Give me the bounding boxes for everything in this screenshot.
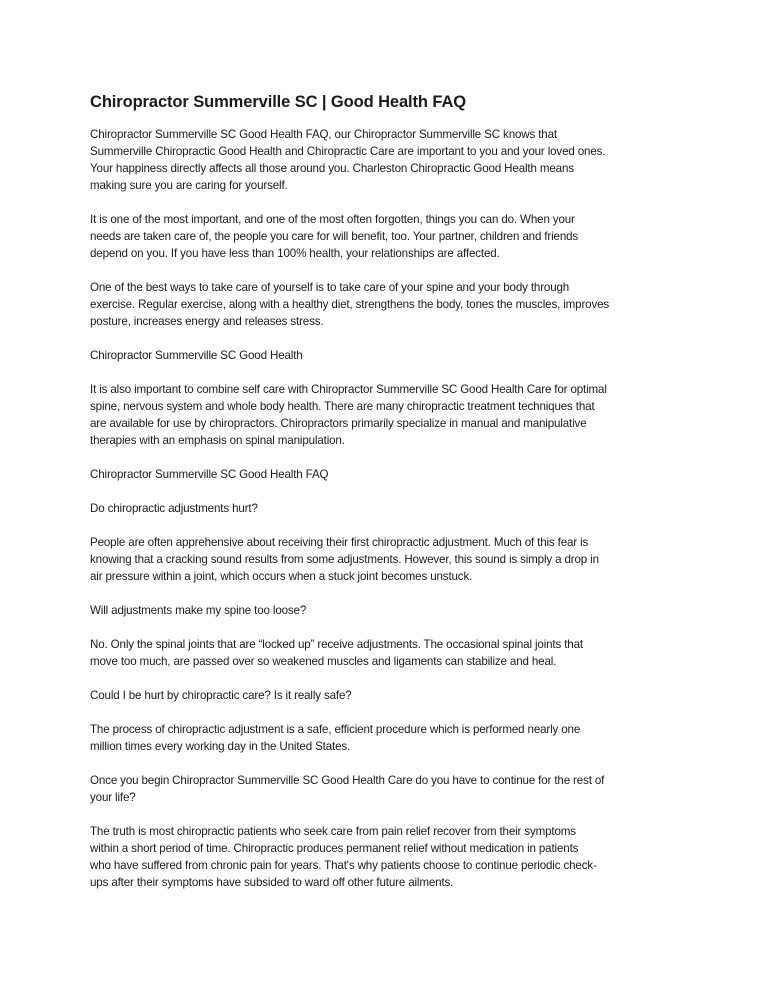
text-line: Your happiness directly affects all those around you. Charleston Chiropractic Good Health means: [90, 162, 574, 175]
text-line: It is one of the most important, and one of the most often forgotten, things you can do. When your: [90, 213, 575, 226]
text-line: People are often apprehensive about receiving their first chiropractic adjustment. Much of this fear is: [90, 536, 589, 549]
text-line: One of the best ways to take care of yourself is to take care of your spine and your body through: [90, 281, 570, 294]
text-line: Summerville Chiropractic Good Health and Chiropractic Care are important to you and your loved ones.: [90, 145, 606, 158]
paragraph: [90, 279, 690, 330]
text-line: therapies with an emphasis on spinal manipulation.: [90, 434, 345, 447]
text-line: The truth is most chiropractic patients who seek care from pain relief recover from their symptoms: [90, 825, 576, 838]
text-line: are available for use by chiropractors. Chiropractors primarily specialize in manual and manipulative: [90, 417, 587, 430]
paragraph: [90, 823, 690, 891]
paragraph: [90, 211, 690, 262]
text-line: Could I be hurt by chiropractic care? Is it really safe?: [90, 689, 352, 702]
text-line: exercise. Regular exercise, along with a healthy diet, strengthens the body, tones the muscles, improves: [90, 298, 610, 311]
text-line: It is also important to combine self care with Chiropractor Summerville SC Good Health Care for optimal: [90, 383, 607, 396]
text-line: Chiropractor Summerville SC Good Health FAQ, our Chiropractor Summerville SC knows that: [90, 128, 557, 141]
text-line: Chiropractor Summerville SC Good Health FAQ: [90, 468, 329, 481]
text-line: who have suffered from chronic pain for years. That's why patients choose to continue periodic check-: [90, 859, 597, 872]
document-page: [90, 92, 690, 908]
paragraph: [90, 636, 690, 670]
paragraph: [90, 721, 690, 755]
paragraph: [90, 466, 690, 483]
text-line: within a short period of time. Chiropractic produces permanent relief without medication in patients: [90, 842, 579, 855]
text-line: Do chiropractic adjustments hurt?: [90, 502, 258, 515]
text-line: move too much, are passed over so weakened muscles and ligaments can stabilize and heal.: [90, 655, 557, 668]
paragraph: [90, 772, 690, 806]
text-line: ups after their symptoms have subsided to ward off other future ailments.: [90, 876, 454, 889]
text-line: your life?: [90, 791, 136, 804]
text-line: posture, increases energy and releases stress.: [90, 315, 324, 328]
text-line: Chiropractor Summerville SC Good Health: [90, 349, 303, 362]
paragraph: [90, 347, 690, 364]
text-line: The process of chiropractic adjustment is a safe, efficient procedure which is performed nearly one: [90, 723, 581, 736]
document-title: Chiropractor Summerville SC | Good Health FAQ: [90, 93, 467, 111]
paragraph: [90, 687, 690, 704]
text-line: million times every working day in the United States.: [90, 740, 351, 753]
text-line: Will adjustments make my spine too loose?: [90, 604, 307, 617]
paragraph: [90, 534, 690, 585]
text-line: spine, nervous system and whole body health. There are many chiropractic treatment techniques that: [90, 400, 595, 413]
text-line: No. Only the spinal joints that are “locked up” receive adjustments. The occasional spinal joints that: [90, 638, 583, 651]
paragraph: [90, 500, 690, 517]
paragraph: [90, 602, 690, 619]
text-line: air pressure within a joint, which occurs when a stuck joint becomes unstuck.: [90, 570, 473, 583]
text-line: Once you begin Chiropractor Summerville SC Good Health Care do you have to continue for the rest of: [90, 774, 605, 787]
document-body: [90, 126, 690, 891]
text-line: knowing that a cracking sound results from some adjustments. However, this sound is simply a drop in: [90, 553, 599, 566]
paragraph: [90, 381, 690, 449]
text-line: making sure you are caring for yourself.: [90, 179, 288, 192]
text-line: needs are taken care of, the people you care for will benefit, too. Your partner, children and friends: [90, 230, 579, 243]
paragraph: [90, 126, 690, 194]
text-line: depend on you. If you have less than 100% health, your relationships are affected.: [90, 247, 500, 260]
